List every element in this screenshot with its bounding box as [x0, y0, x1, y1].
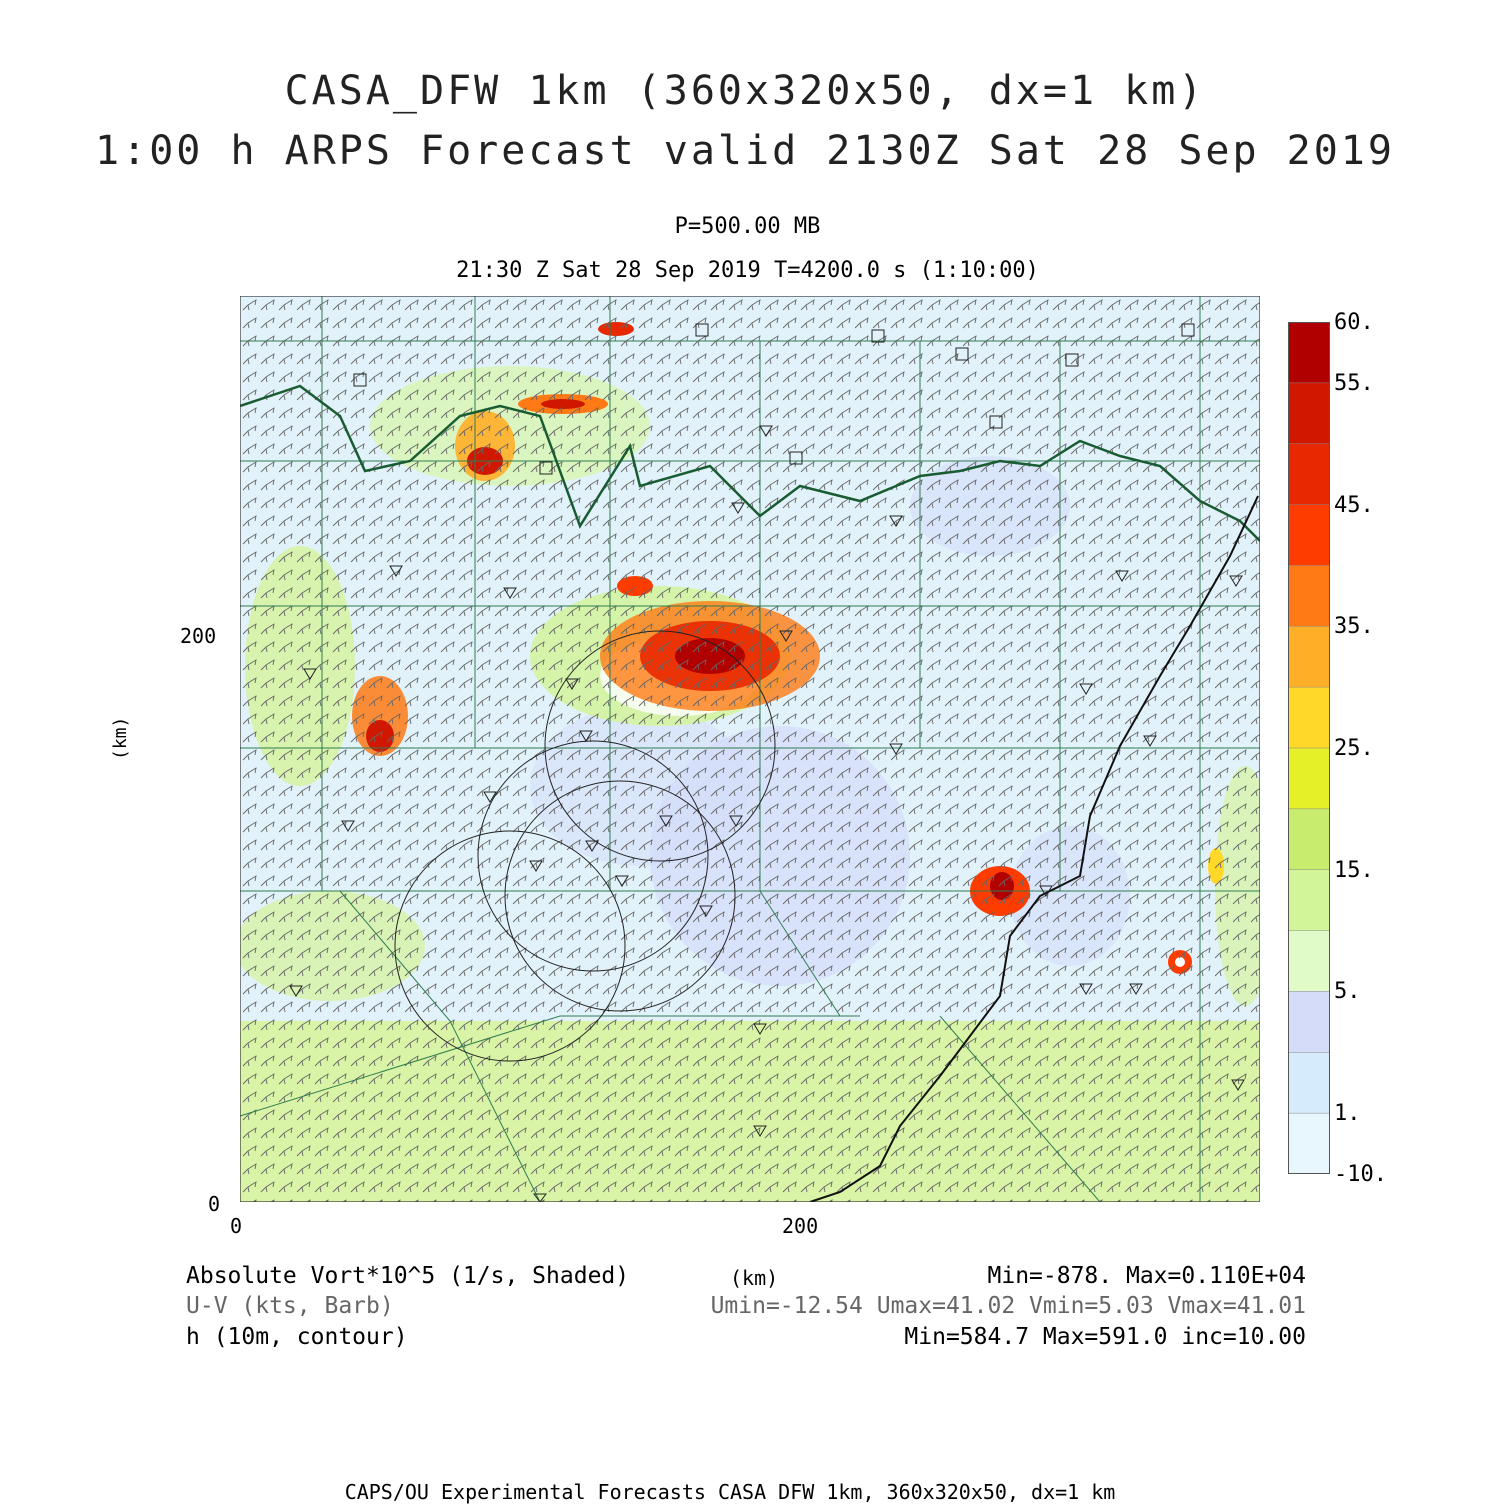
colorbar-label: 45. [1334, 492, 1374, 518]
colorbar-cell [1288, 687, 1330, 748]
colorbar-cell [1288, 870, 1330, 931]
colorbar-cell [1288, 1113, 1330, 1174]
colorbar-label: 15. [1334, 857, 1374, 883]
colorbar-cell [1288, 809, 1330, 870]
legend-field-vorticity: Absolute Vort*10^5 (1/s, Shaded) [186, 1263, 630, 1289]
y-tick-0: 0 [208, 1192, 221, 1216]
pressure-level: P=500.00 MB [674, 214, 821, 239]
colorbar-cell [1288, 565, 1330, 626]
y-tick-200: 200 [180, 624, 217, 648]
legend-wind-stats: Umin=-12.54 Umax=41.02 Vmin=5.03 Vmax=41.01 [710, 1293, 1306, 1319]
colorbar [1288, 322, 1330, 1174]
colorbar-cell [1288, 322, 1330, 383]
colorbar-cell [1288, 626, 1330, 687]
colorbar-cell [1288, 991, 1330, 1052]
legend-field-wind: U-V (kts, Barb) [186, 1293, 394, 1319]
footer-credit: CAPS/OU Experimental Forecasts CASA DFW 1km, 360x320x50, dx=1 km [344, 1480, 1116, 1504]
valid-time: 21:30 Z Sat 28 Sep 2019 T=4200.0 s (1:10:00) [456, 258, 1039, 283]
colorbar-cell [1288, 931, 1330, 992]
legend-field-height: h (10m, contour) [186, 1324, 408, 1350]
title-line-2: 1:00 h ARPS Forecast valid 2130Z Sat 28 Sep 2019 [95, 128, 1395, 174]
colorbar-cell [1288, 748, 1330, 809]
colorbar-label: -10. [1334, 1162, 1387, 1187]
legend-vorticity-stats: Min=-878. Max=0.110E+04 [987, 1263, 1306, 1289]
colorbar-cell [1288, 383, 1330, 444]
colorbar-label: 60. [1334, 310, 1374, 335]
colorbar-label: 1. [1334, 1101, 1361, 1127]
colorbar-cell [1288, 1052, 1330, 1113]
x-tick-200: 200 [782, 1214, 819, 1238]
colorbar-label: 55. [1334, 370, 1374, 396]
colorbar-label: 35. [1334, 614, 1374, 640]
x-axis-label: (km) [730, 1266, 779, 1290]
vorticity-map [240, 296, 1260, 1202]
colorbar-cell [1288, 444, 1330, 505]
colorbar-cell [1288, 505, 1330, 566]
colorbar-label: 5. [1334, 979, 1361, 1005]
y-axis-label: (km) [110, 716, 131, 760]
legend-height-stats: Min=584.7 Max=591.0 inc=10.00 [904, 1324, 1306, 1350]
title-line-1: CASA_DFW 1km (360x320x50, dx=1 km) [284, 68, 1206, 114]
colorbar-label: 25. [1334, 736, 1374, 761]
wind-barbs [240, 296, 1260, 1202]
x-tick-0: 0 [230, 1214, 243, 1238]
